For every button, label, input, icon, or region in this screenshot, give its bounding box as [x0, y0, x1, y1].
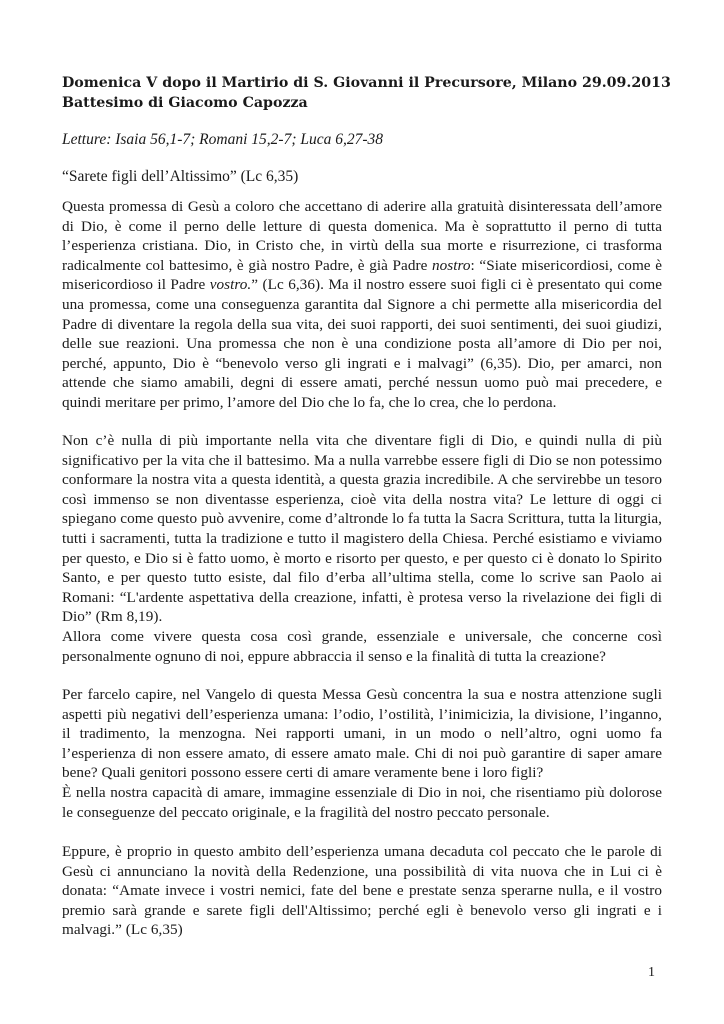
- p2-text-b: Allora come vivere questa cosa così grande, essenziale e universale, che concerne così personalmente ognuno di noi, eppure abbraccia il senso e la finalità di tutta la creazione?: [62, 627, 662, 665]
- p4-text-a: Eppure, è proprio in questo ambito dell’esperienza umana decaduta col peccato che le parole di Gesù ci annunciano la novità della Redenzione, una possibilità di vita nuova che in Lui ci è donata: “Amate invece i vostri nemici, fate del bene e prestate senza sperarne nulla, e il vostro premio sarà grande e sarete figli dell'Altissimo; perché egli è benevolo verso gli ingrati e i malvagi.” (Lc 6,35): [62, 843, 662, 939]
- p1-text-a: Questa promessa di Gesù a coloro che accettano di aderire alla gratuità disinteressata dell’amore di Dio, è come il perno delle letture di questa domenica. Ma è soprattutto il perno di tutta l’esperienza cristiana. Dio, in Cristo che, in virtù della sua morte e risurrezione, ci trasforma radicalmente col battesimo, è già nostro Padre, è già Padre: [62, 198, 662, 274]
- paragraph-2: [62, 431, 662, 666]
- p3-text-a: Per farcelo capire, nel Vangelo di questa Messa Gesù concentra la sua e nostra attenzione sugli aspetti più negativi dell’esperienza umana: l’odio, l’ostilità, l’inimicizia, la divisione, l’inganno, il tradimento, la menzogna. Nei rapporti umani, in un modo o nell’altro, ogni uomo fa l’esperienza di non essere amato, di essere amato male. Chi di noi può garantire di saper amare bene? Quali genitori possono essere certi di amare veramente bene i loro figli?: [62, 686, 662, 782]
- title-line-1: Domenica V dopo il Martirio di S. Giovanni il Precursore, Milano 29.09.2013: [62, 75, 671, 91]
- p3-text-b: È nella nostra capacità di amare, immagine essenziale di Dio in noi, che risentiamo più dolorose le conseguenze del peccato originale, e la fragilità del nostro peccato personale.: [62, 783, 662, 821]
- paragraph-3: [62, 685, 662, 822]
- paragraph-4: [62, 842, 662, 940]
- readings-line: Letture: Isaia 56,1-7; Romani 15,2-7; Luca 6,27-38: [62, 131, 384, 148]
- p1-italic-vostro: vostro.: [209, 276, 252, 294]
- document-title: [62, 73, 672, 113]
- paragraph-1: [62, 197, 662, 413]
- p1-text-c: ” (Lc 6,36). Ma il nostro essere suoi figli ci è presentato qui come una promessa, come una conseguenza garantita dal Signore a chi permette alla misericordia del Padre di diventare la regola della sua vita, dei suoi rapporti, dei suoi sentimenti, dei suoi giudizi, delle sue reazioni. Una promessa che non è una condizione posta all’amore di Dio per noi, perché, appunto, Dio è “benevolo verso gli ingrati e i malvagi” (6,35). Dio, per amarci, non attende che siamo amabili, degni di essere amati, perché nessun uomo può mai precedere, e quindi meritare per primo, l’amore del Dio che lo fa, che lo crea, che lo perdona.: [62, 276, 662, 411]
- p2-text-a: Non c’è nulla di più importante nella vita che diventare figli di Dio, e quindi nulla di più significativo per la vita che il battesimo. Ma a nulla varrebbe essere figli di Dio se non potessimo conformare la nostra vita a questa identità, a questa grazia incredibile. A che servirebbe un tesoro così immenso se non diventasse esperienza, cioè vita della nostra vita? Le letture di oggi ci spiegano come questo può avvenire, come d’altronde lo fa tutta la Sacra Scrittura, tutta la liturgia, tutti i sacramenti, tutta la tradizione e tutto il magistero della Chiesa. Perché esistiamo e viviamo per questo, e Dio si è fatto uomo, è morto e risorto per questo, e per questo ci è donato lo Spirito Santo, e per questo tutto esiste, dal filo d’erba all’ultima stella, come lo scrive san Paolo ai Romani: “L'ardente aspettativa della creazione, infatti, è protesa verso la rivelazione dei figli di Dio” (Rm 8,19).: [62, 432, 662, 626]
- p1-italic-nostro: nostro: [431, 256, 471, 274]
- p1-text-b: : “Siate misericordiosi, come è misericordioso il Padre: [62, 256, 662, 294]
- gospel-quote: “Sarete figli dell’Altissimo” (Lc 6,35): [62, 168, 299, 185]
- title-line-2: Battesimo di Giacomo Capozza: [62, 95, 308, 111]
- page-number: 1: [648, 965, 655, 980]
